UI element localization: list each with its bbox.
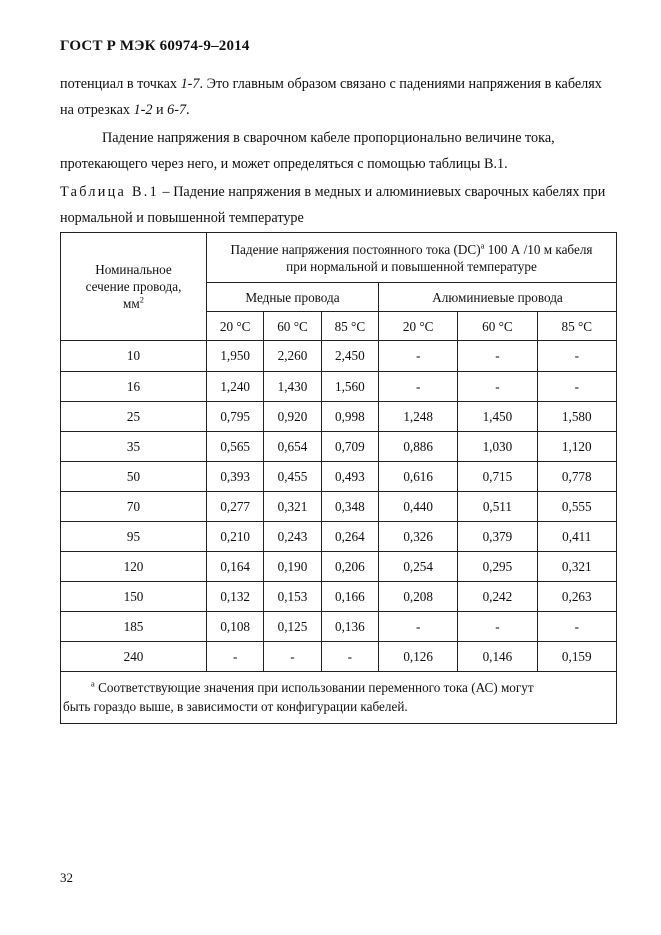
cell-value: -	[537, 341, 616, 372]
cell-section: 95	[61, 522, 207, 552]
paragraph-1-text-c: и	[152, 102, 168, 118]
cell-value: 0,166	[321, 582, 378, 612]
paragraph-1-text-d: .	[186, 102, 190, 118]
cell-value: 0,153	[264, 582, 321, 612]
cell-value: 0,321	[537, 552, 616, 582]
paragraph-2: Падение напряжения в сварочном кабеле пропорционально величине тока, протекающего через него, и может определяться с помощью таблицы В.1.	[60, 130, 555, 172]
cell-section: 70	[61, 492, 207, 522]
cell-value: 0,125	[264, 612, 321, 642]
cell-value: 0,146	[458, 642, 537, 672]
segment-6-7: 6-7	[167, 102, 187, 118]
footnote-line-2: быть гораздо выше, в зависимости от конфигурации кабелей.	[63, 699, 408, 714]
cell-value: 0,108	[207, 612, 264, 642]
document-header: ГОСТ Р МЭК 60974-9–2014	[60, 38, 250, 54]
paragraph-1-text-b: . Это главным образом связано с падениями напряжения в кабелях на отрезках	[60, 76, 602, 118]
table-caption-label: Таблица В.1	[60, 184, 159, 200]
cell-value: 0,295	[458, 552, 537, 582]
cell-section: 16	[61, 372, 207, 402]
cell-value: 1,430	[264, 372, 321, 402]
cell-value: 0,159	[537, 642, 616, 672]
paragraph-1	[60, 71, 616, 123]
cell-value: 0,555	[537, 492, 616, 522]
cell-value: 0,920	[264, 402, 321, 432]
cell-value: -	[458, 612, 537, 642]
cell-value: 0,136	[321, 612, 378, 642]
cell-value: 1,240	[207, 372, 264, 402]
table-row	[61, 642, 617, 672]
cell-value: 0,321	[264, 492, 321, 522]
cell-value: 0,164	[207, 552, 264, 582]
cell-value: -	[458, 372, 537, 402]
cell-value: -	[537, 372, 616, 402]
cell-value: 0,393	[207, 462, 264, 492]
cell-value: -	[321, 642, 378, 672]
table-row	[61, 582, 617, 612]
segment-1-2: 1-2	[133, 102, 153, 118]
table-row	[61, 462, 617, 492]
cell-value: 0,616	[379, 462, 458, 492]
unit-superscript: 2	[139, 294, 144, 305]
cell-value: 0,778	[537, 462, 616, 492]
cell-value: 0,326	[379, 522, 458, 552]
table-row	[61, 492, 617, 522]
cell-value: -	[264, 642, 321, 672]
cell-value: 0,264	[321, 522, 378, 552]
temperature-header: 60 °C	[458, 312, 537, 341]
cell-section: 185	[61, 612, 207, 642]
cell-section: 10	[61, 341, 207, 372]
cell-value: 0,715	[458, 462, 537, 492]
cell-value: 2,450	[321, 341, 378, 372]
column-header-section-line1: Номинальное	[95, 262, 172, 277]
column-header-section	[61, 233, 207, 341]
temperature-header: 60 °C	[264, 312, 321, 341]
cell-value: 0,379	[458, 522, 537, 552]
temperature-header: 85 °C	[321, 312, 378, 341]
cell-value: 0,455	[264, 462, 321, 492]
table-row	[61, 402, 617, 432]
temperature-header: 20 °C	[379, 312, 458, 341]
column-header-section-unit: мм	[123, 296, 140, 311]
cell-value: -	[379, 612, 458, 642]
column-header-section-line2: сечение провода,	[85, 279, 182, 294]
table-row	[61, 522, 617, 552]
cell-value: 1,950	[207, 341, 264, 372]
voltage-drop-header-text-b: 100 А /10 м кабеля	[484, 241, 593, 257]
cell-value: 0,190	[264, 552, 321, 582]
cell-value: 1,248	[379, 402, 458, 432]
cell-value: -	[537, 612, 616, 642]
cell-value: 0,998	[321, 402, 378, 432]
footnote-mark: a	[91, 678, 95, 689]
temperature-header: 85 °C	[537, 312, 616, 341]
footnote-line-1: Соответствующие значения при использовании переменного тока (АС) могут	[94, 680, 534, 695]
table-caption-text: – Падение напряжения в медных и алюминиевых сварочных кабелях при нормальной и повышенной температуре	[60, 184, 606, 226]
cell-value: 2,260	[264, 341, 321, 372]
cell-value: -	[207, 642, 264, 672]
temperature-header: 20 °C	[207, 312, 264, 341]
voltage-drop-table	[60, 232, 617, 724]
footnote-reference: a	[480, 240, 485, 251]
cell-value: -	[379, 372, 458, 402]
column-header-voltage-drop	[207, 233, 617, 283]
cell-value: 0,511	[458, 492, 537, 522]
paragraph-1-text-a: потенциал в точках	[60, 76, 181, 92]
table-row	[61, 612, 617, 642]
cell-value: 0,886	[379, 432, 458, 462]
cell-section: 120	[61, 552, 207, 582]
cell-value: 0,242	[458, 582, 537, 612]
page-number: 32	[60, 870, 73, 885]
cell-value: 0,126	[379, 642, 458, 672]
cell-section: 50	[61, 462, 207, 492]
cell-value: 0,132	[207, 582, 264, 612]
cell-value: 0,709	[321, 432, 378, 462]
cell-value: 0,254	[379, 552, 458, 582]
cell-section: 25	[61, 402, 207, 432]
cell-section: 150	[61, 582, 207, 612]
cell-value: -	[379, 341, 458, 372]
cell-value: 1,580	[537, 402, 616, 432]
cell-value: 0,565	[207, 432, 264, 462]
group-header-copper: Медные провода	[207, 283, 379, 312]
table-caption	[60, 179, 616, 231]
cell-value: 0,263	[537, 582, 616, 612]
cell-value: 0,440	[379, 492, 458, 522]
table-row	[61, 372, 617, 402]
table-row	[61, 432, 617, 462]
cell-value: 0,348	[321, 492, 378, 522]
table-row	[61, 341, 617, 372]
cell-section: 240	[61, 642, 207, 672]
table-row	[61, 552, 617, 582]
cell-value: -	[458, 341, 537, 372]
cell-value: 0,654	[264, 432, 321, 462]
voltage-drop-header-text-a: Падение напряжения постоянного тока (DC)	[230, 241, 481, 257]
cell-value: 1,560	[321, 372, 378, 402]
cell-value: 0,206	[321, 552, 378, 582]
cell-value: 0,795	[207, 402, 264, 432]
cell-value: 0,210	[207, 522, 264, 552]
cell-value: 1,120	[537, 432, 616, 462]
cell-value: 1,450	[458, 402, 537, 432]
point-range-1-7: 1-7	[180, 76, 200, 92]
group-header-aluminium: Алюминиевые провода	[379, 283, 617, 312]
cell-section: 35	[61, 432, 207, 462]
cell-value: 0,208	[379, 582, 458, 612]
cell-value: 0,277	[207, 492, 264, 522]
table-footnote	[61, 672, 617, 724]
cell-value: 0,243	[264, 522, 321, 552]
cell-value: 0,411	[537, 522, 616, 552]
cell-value: 0,493	[321, 462, 378, 492]
voltage-drop-header-line2: при нормальной и повышенной температуре	[286, 258, 537, 274]
cell-value: 1,030	[458, 432, 537, 462]
